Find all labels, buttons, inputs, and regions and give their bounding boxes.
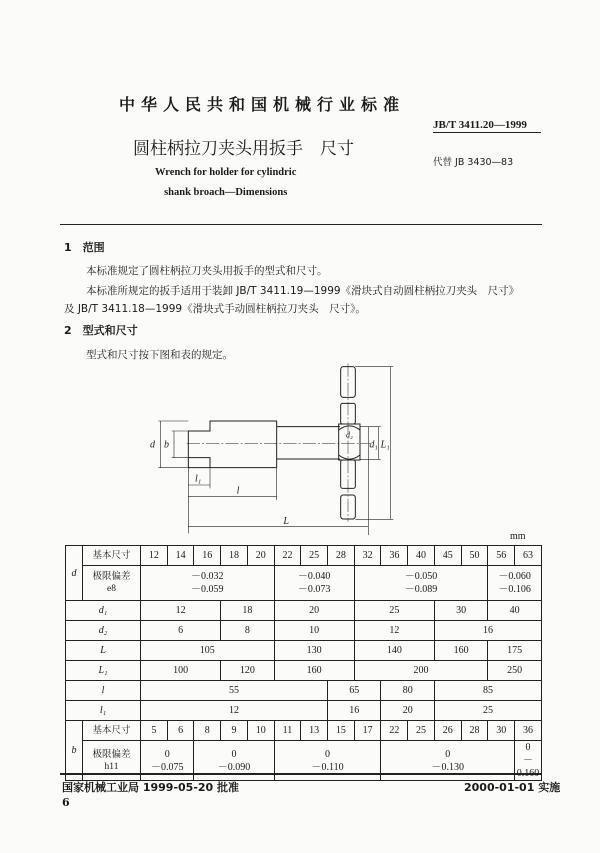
table-row <box>66 621 542 641</box>
organization-title: 中华人民共和国机械行业标准 <box>119 95 406 114</box>
table-cell: 36 <box>381 546 408 566</box>
table-cell: 15 <box>328 721 355 741</box>
table-cell: 17 <box>354 721 381 741</box>
upper-deviation: 0 <box>164 748 170 760</box>
tolerance-class: e8 <box>107 584 116 594</box>
table-cell: 32 <box>354 546 381 566</box>
dim-label-d2: d₂ <box>346 430 353 440</box>
table-cell: 25 <box>354 601 434 621</box>
table-cell: 20 <box>274 601 354 621</box>
section-heading: 2 型式和尺寸 <box>64 324 138 337</box>
dim-label-b: b <box>164 439 169 451</box>
title-en <box>155 163 296 203</box>
table-cell: 63 <box>515 546 542 566</box>
basic-size-label: 基本尺寸 <box>83 546 141 566</box>
tolerance-cell <box>274 566 354 601</box>
table-cell: 56 <box>488 546 515 566</box>
dimension-lines <box>158 367 393 535</box>
table-cell: 40 <box>408 546 435 566</box>
group-label-b: b <box>66 721 83 781</box>
cross-handle <box>339 367 360 519</box>
table-cell: 130 <box>274 641 354 661</box>
lower-deviation: －0.130 <box>431 761 465 773</box>
table-cell: 12 <box>141 546 168 566</box>
table-cell: 25 <box>408 721 435 741</box>
table-cell: 160 <box>274 661 354 681</box>
replaces-note: 代替 JB 3430—83 <box>433 157 514 168</box>
table-cell: 10 <box>247 721 274 741</box>
lower-deviation: －0.089 <box>404 584 438 595</box>
dim-label-L: L <box>283 516 289 527</box>
row-symbol: d₁ <box>66 601 141 621</box>
upper-deviation: －0.032 <box>191 571 224 582</box>
table-row <box>66 701 542 721</box>
page-number: 6 <box>62 796 70 809</box>
table-cell: 30 <box>488 721 515 741</box>
tolerance-label <box>83 566 141 601</box>
table-cell: 120 <box>221 661 274 681</box>
lower-deviation: －0.110 <box>311 761 344 773</box>
table-cell: 175 <box>488 641 542 661</box>
tolerance-label-text: 极限偏差 <box>92 748 131 760</box>
table-cell: 5 <box>141 721 168 741</box>
lower-deviation: －0.106 <box>498 584 531 595</box>
table-row <box>66 681 542 701</box>
lower-deviation: －0.059 <box>191 584 224 595</box>
table-cell: 20 <box>247 546 274 566</box>
table-cell: 26 <box>434 721 461 741</box>
dimensions-table <box>65 545 542 781</box>
section-heading: 1 范围 <box>64 241 105 254</box>
upper-deviation: 0 <box>445 748 451 760</box>
table-cell: 80 <box>381 681 434 701</box>
dim-label-L1: L₁ <box>380 439 390 451</box>
title-en-line1: Wrench for holder for cylindric <box>155 167 297 178</box>
table-cell: 105 <box>141 641 275 661</box>
table-cell: 140 <box>354 641 434 661</box>
table-cell: 6 <box>141 621 221 641</box>
table-cell: 20 <box>381 701 434 721</box>
table-cell: 160 <box>434 641 487 661</box>
table-cell: 200 <box>354 661 488 681</box>
row-symbol: d₂ <box>66 621 141 641</box>
lower-deviation: －0.090 <box>217 761 251 773</box>
wrench-drawing <box>140 360 400 540</box>
table-cell: 85 <box>434 681 541 701</box>
wrench-body <box>188 421 340 468</box>
table-cell: 45 <box>434 546 461 566</box>
table-cell: 11 <box>274 721 301 741</box>
table-cell: 40 <box>488 601 542 621</box>
tolerance-cell <box>488 566 542 601</box>
group-label-d: d <box>66 546 83 601</box>
standard-number: JB/T 3411.20—1999 <box>433 119 527 131</box>
table-cell: 12 <box>354 621 434 641</box>
table-cell: 14 <box>167 546 194 566</box>
table-cell: 10 <box>274 621 354 641</box>
tolerance-cell <box>354 566 488 601</box>
table-cell: 25 <box>301 546 328 566</box>
table-cell: 28 <box>461 721 488 741</box>
footer-divider <box>60 773 542 775</box>
lower-deviation: －0.073 <box>297 584 331 595</box>
table-cell: 36 <box>515 721 542 741</box>
basic-size-label: 基本尺寸 <box>83 721 141 741</box>
table-cell: 16 <box>194 546 221 566</box>
lower-deviation: － <box>523 755 534 766</box>
row-symbol: L₁ <box>66 661 141 681</box>
table-cell: 18 <box>221 546 248 566</box>
unit-label: mm <box>510 531 526 542</box>
table-cell: 16 <box>328 701 381 721</box>
table-row <box>66 601 542 621</box>
upper-deviation: 0 <box>231 748 237 760</box>
table-cell: 12 <box>141 701 328 721</box>
divider <box>433 132 541 133</box>
table-row <box>66 721 542 741</box>
paragraph: 型式和尺寸按下图和表的规定。 <box>86 349 233 361</box>
center-lines <box>187 363 370 521</box>
table-cell: 28 <box>328 546 355 566</box>
upper-deviation: －0.050 <box>404 571 438 582</box>
table-cell: 100 <box>141 661 221 681</box>
table-row <box>66 661 542 681</box>
table-cell: 50 <box>461 546 488 566</box>
row-symbol: l₁ <box>66 701 141 721</box>
title-en-line2: shank broach—Dimensions <box>164 187 288 198</box>
table-cell: 25 <box>434 701 541 721</box>
table-cell: 22 <box>381 721 408 741</box>
table-cell: 8 <box>194 721 221 741</box>
paragraph: 本标准规定了圆柱柄拉刀夹头用扳手的型式和尺寸。 <box>86 265 328 277</box>
approval-note: 国家机械工业局 1999-05-20 批准 <box>62 781 240 794</box>
dim-label-d: d <box>150 439 155 451</box>
upper-deviation: 0 <box>525 742 531 753</box>
dim-label-l1: l₁ <box>195 473 202 485</box>
table-cell: 16 <box>434 621 541 641</box>
table-cell: 6 <box>167 721 194 741</box>
paragraph: 及 JB/T 3411.18—1999《滑块式手动圆柱柄拉刀夹头 尺寸》。 <box>64 303 366 315</box>
table-cell: 65 <box>328 681 381 701</box>
dim-label-d1: d₁ <box>369 439 378 451</box>
table-cell: 18 <box>221 601 274 621</box>
lower-deviation: －0.075 <box>150 761 184 773</box>
title-cn: 圆柱柄拉刀夹头用扳手 尺寸 <box>133 139 354 159</box>
table-row <box>66 546 542 566</box>
dim-label-l: l <box>236 485 240 497</box>
table-cell: 250 <box>488 661 542 681</box>
table-cell: 30 <box>434 601 487 621</box>
row-symbol: l <box>66 681 141 701</box>
paragraph: 本标准所规定的扳手适用于装卸 JB/T 3411.19—1999《滑块式自动圆柱柄拉刀夹头 尺寸》 <box>86 285 520 297</box>
header-divider <box>60 224 542 225</box>
tolerance-cell <box>141 566 275 601</box>
tolerance-class: h11 <box>104 761 119 772</box>
table-cell: 55 <box>141 681 328 701</box>
upper-deviation: 0 <box>325 748 331 760</box>
tolerance-label-text: 极限偏差 <box>92 571 131 582</box>
table-cell: 9 <box>221 721 248 741</box>
table-row <box>66 566 542 601</box>
table-cell: 12 <box>141 601 221 621</box>
implementation-date: 2000-01-01 实施 <box>464 781 561 794</box>
table-row <box>66 641 542 661</box>
table-cell: 22 <box>274 546 301 566</box>
upper-deviation: －0.060 <box>498 571 531 582</box>
row-symbol: L <box>66 641 141 661</box>
table-cell: 13 <box>301 721 328 741</box>
table-cell: 8 <box>221 621 274 641</box>
upper-deviation: －0.040 <box>297 571 331 582</box>
